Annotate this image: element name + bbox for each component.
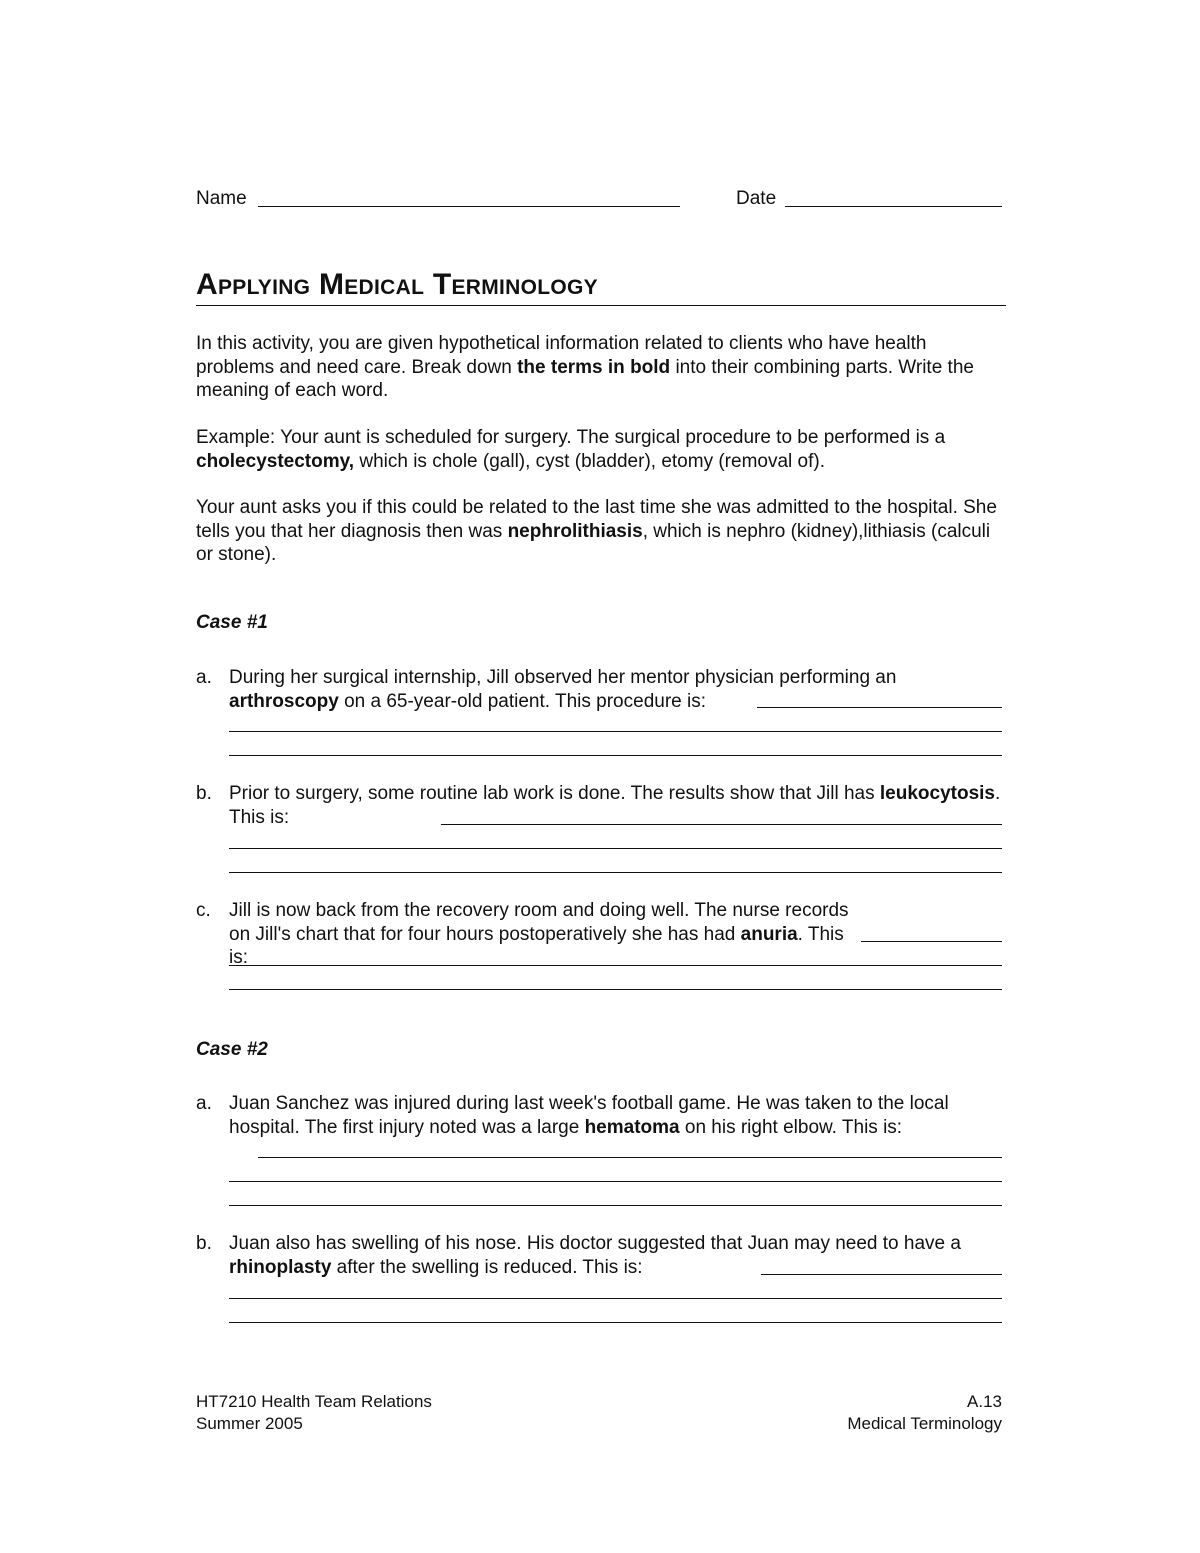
name-field-line[interactable]: [258, 206, 680, 207]
footer-left: [196, 1391, 432, 1435]
title-underline: [196, 305, 1006, 306]
answer-line[interactable]: [761, 1274, 1002, 1275]
question-text: Prior to surgery, some routine lab work is done. The results show that Jill has leukocytosis. This is:: [229, 783, 1001, 828]
case2-question-a: [196, 1092, 1006, 1172]
page-title: Applying Medical Terminology: [196, 268, 598, 301]
term-arthroscopy: arthroscopy: [229, 690, 339, 712]
page-number: A.13: [967, 1392, 1002, 1411]
question-text: Juan Sanchez was injured during last week's football game. He was taken to the local hospital. The first injury noted was a large hematoma on his right elbow. This is:: [229, 1093, 949, 1138]
aunt-term: nephrolithiasis: [507, 520, 643, 542]
date-field-line[interactable]: [785, 206, 1002, 207]
example-term: cholecystectomy,: [196, 450, 355, 472]
case2-heading: Case #2: [196, 1039, 268, 1060]
case1-heading: Case #1: [196, 612, 268, 633]
course-name: HT7210 Health Team Relations: [196, 1392, 432, 1411]
answer-line[interactable]: [258, 1157, 1002, 1158]
question-label: c.: [196, 900, 211, 921]
answer-line[interactable]: [441, 824, 1002, 825]
intro-bold-text: the terms in bold: [517, 356, 671, 378]
example-paragraph: [196, 426, 1006, 473]
example-text: Example: Your aunt is scheduled for surgery. The surgical procedure to be performed is a: [196, 427, 946, 448]
aunt-paragraph: [196, 496, 1006, 567]
case1-question-c: [196, 899, 1006, 968]
answer-line[interactable]: [229, 872, 1002, 873]
aunt-text: Your aunt asks you if this could be related to the last time she was admitted to the hospital. She tells you that her diagnosis then was: [196, 497, 997, 542]
aunt-text-end: , which is nephro (kidney),lithiasis (calculi or stone).: [196, 520, 991, 565]
answer-line[interactable]: [229, 1322, 1002, 1323]
case2-question-b: [196, 1232, 1006, 1292]
term-hematoma: hematoma: [584, 1116, 680, 1138]
answer-line[interactable]: [757, 707, 1002, 708]
question-label: a.: [196, 1093, 212, 1114]
name-label: Name: [196, 188, 247, 209]
term-anuria: anuria: [740, 923, 798, 945]
question-label: b.: [196, 783, 212, 804]
intro-text-end: into their combining parts. Write the meaning of each word.: [196, 356, 974, 401]
intro-paragraph: [196, 332, 1006, 403]
intro-text: In this activity, you are given hypothetical information related to clients who have health problems and need care. Break down: [196, 333, 927, 378]
term-date: Summer 2005: [196, 1414, 303, 1433]
question-label: a.: [196, 667, 212, 688]
case1-question-a: [196, 666, 1006, 766]
answer-line[interactable]: [229, 989, 1002, 990]
answer-line[interactable]: [229, 965, 1002, 966]
question-text: Jill is now back from the recovery room and doing well. The nurse records on Jill's chart that for four hours postoperatively she has had anuria. This is:: [229, 900, 849, 968]
question-text: During her surgical internship, Jill observed her mentor physician performing an arthroscopy on a 65-year-old patient. This procedure is:: [229, 667, 897, 712]
answer-line[interactable]: [229, 848, 1002, 849]
answer-line[interactable]: [229, 1181, 1002, 1182]
answer-line[interactable]: [229, 1205, 1002, 1206]
case1-question-b: [196, 782, 1006, 842]
answer-line[interactable]: [229, 755, 1002, 756]
question-text: Juan also has swelling of his nose. His doctor suggested that Juan may need to have a rhinoplasty after the swelling is reduced. This is:: [229, 1233, 961, 1278]
example-text-end: which is chole (gall), cyst (bladder), etomy (removal of).: [354, 450, 825, 472]
section-name: Medical Terminology: [847, 1414, 1002, 1433]
term-leukocytosis: leukocytosis: [879, 783, 995, 804]
term-rhinoplasty: rhinoplasty: [229, 1256, 332, 1278]
answer-line[interactable]: [229, 731, 1002, 732]
answer-line[interactable]: [861, 941, 1002, 942]
date-label: Date: [736, 188, 777, 209]
footer-right: [847, 1391, 1002, 1435]
answer-line[interactable]: [229, 1298, 1002, 1299]
question-label: b.: [196, 1233, 212, 1254]
